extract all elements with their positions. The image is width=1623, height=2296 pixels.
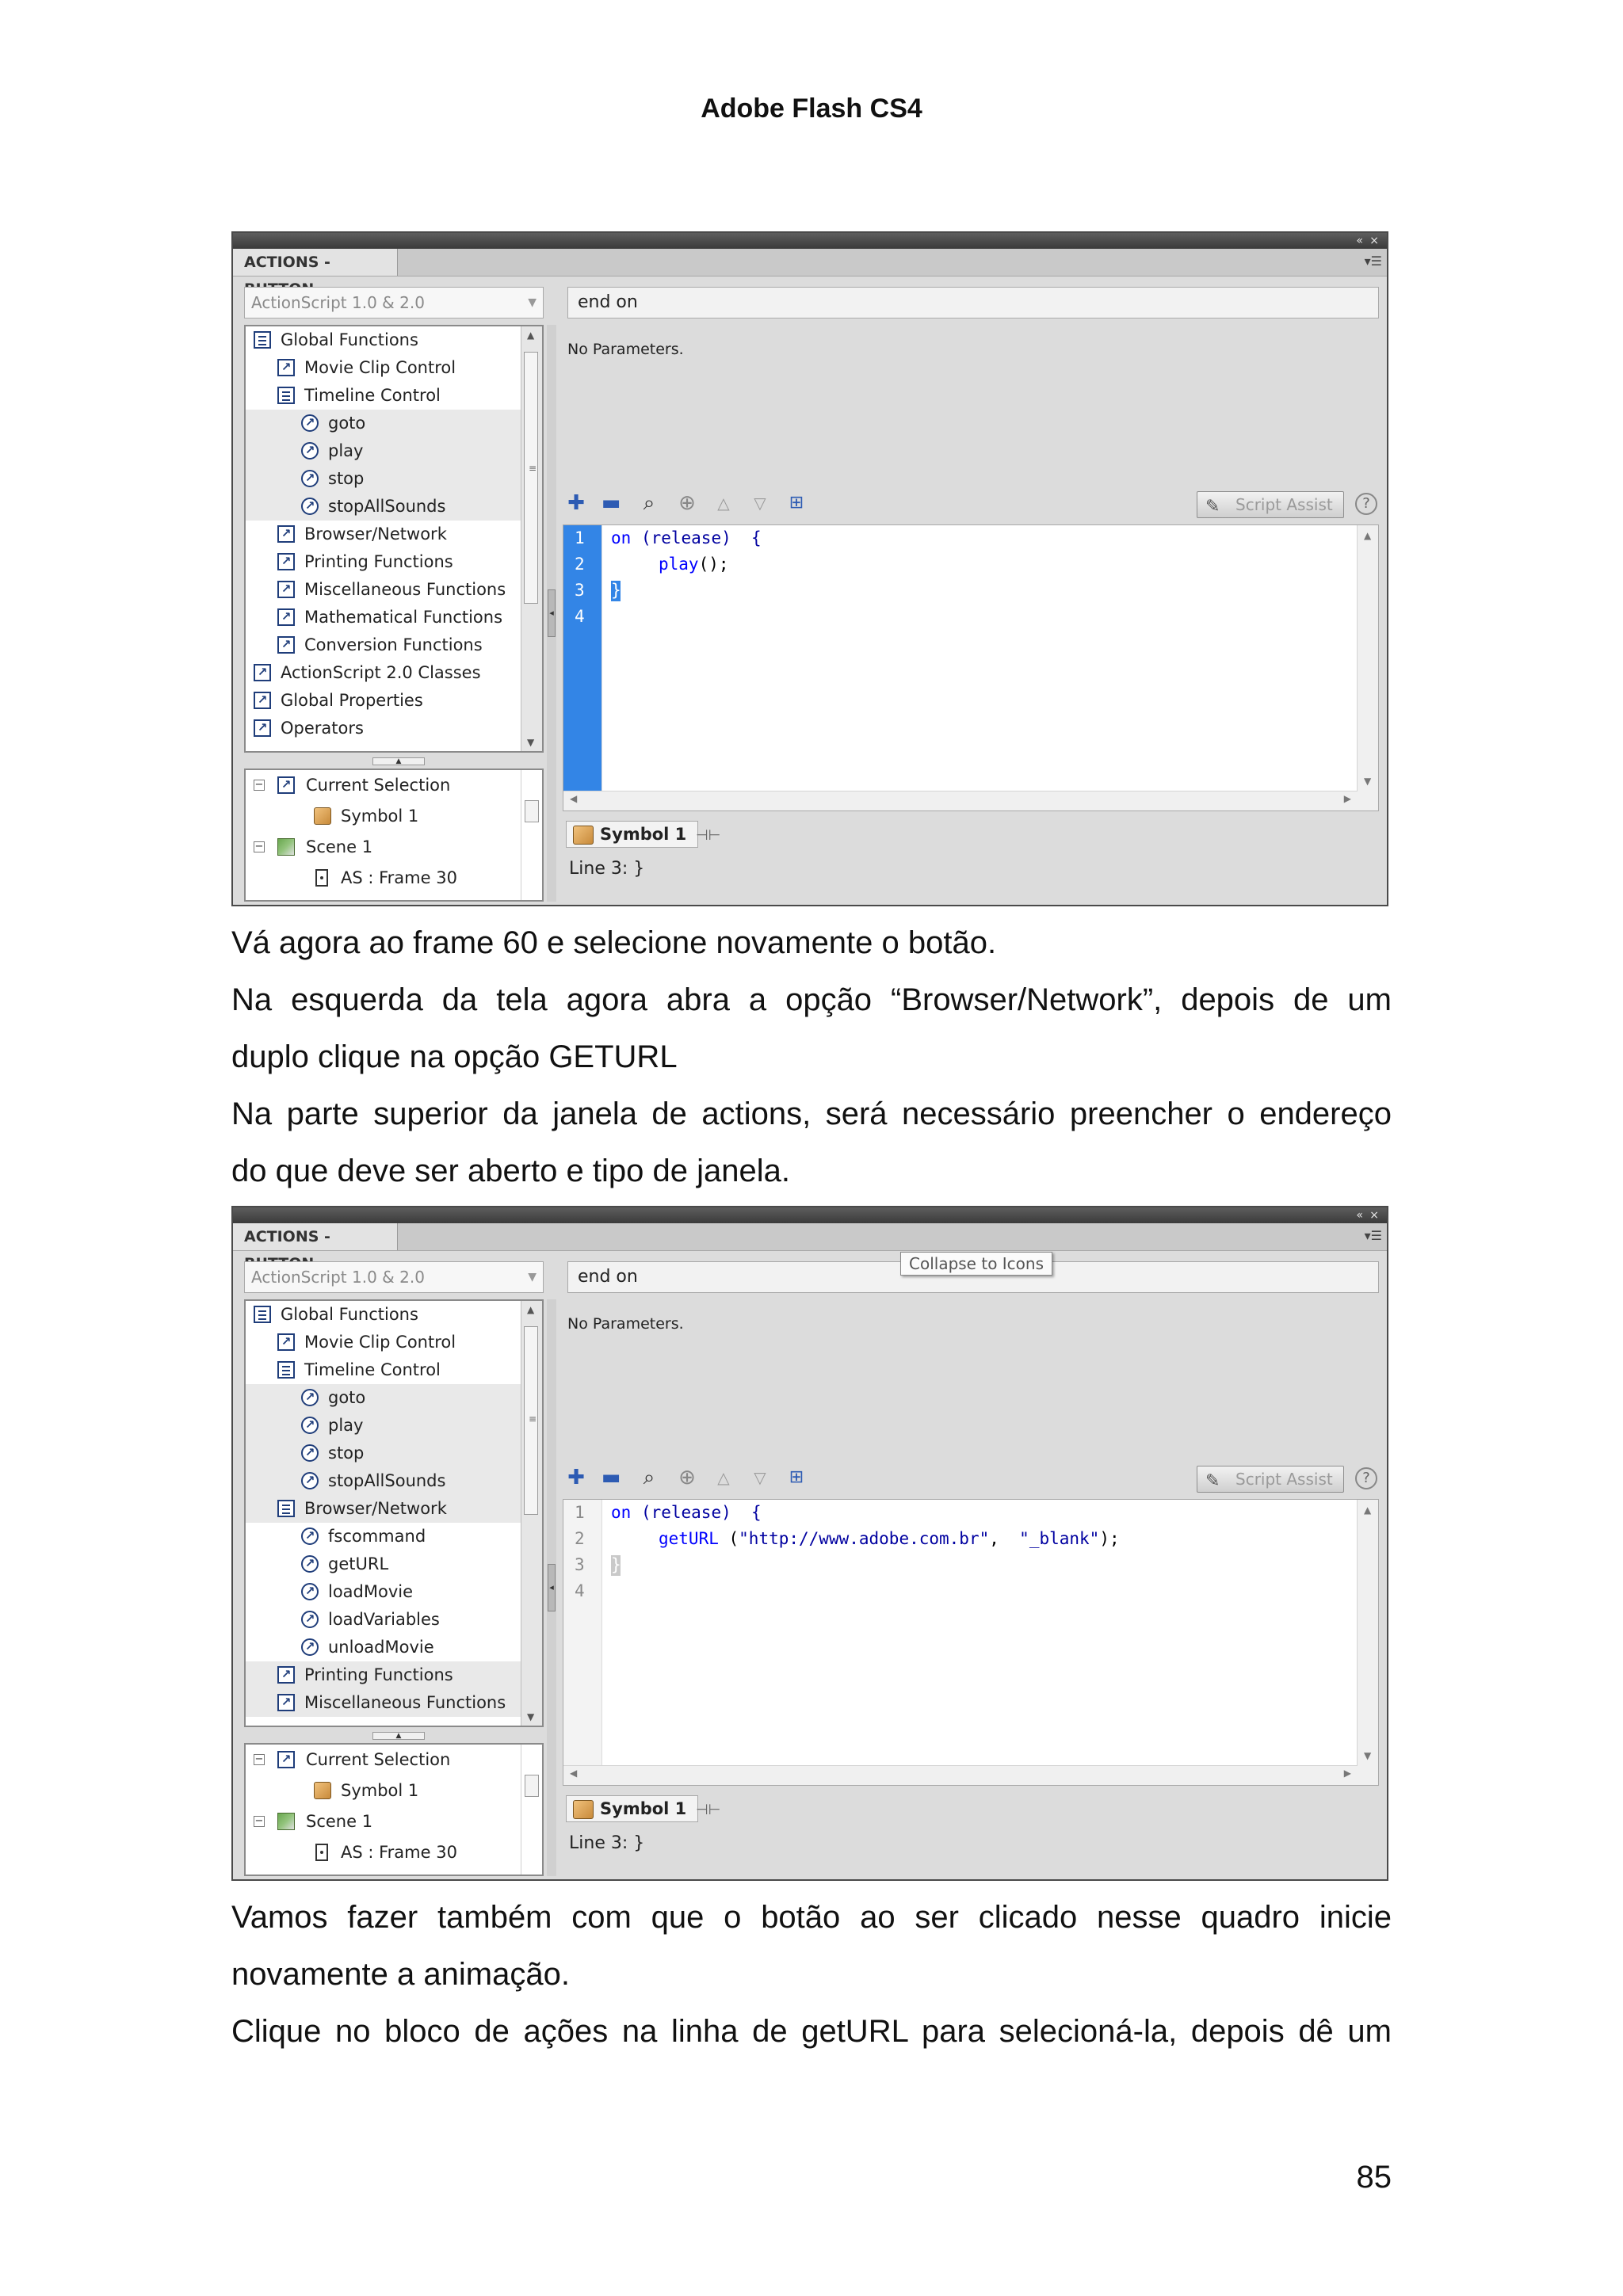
book-arrow-icon: ↗ [277, 1666, 295, 1684]
splitter-handle[interactable]: ◂ [548, 1564, 556, 1611]
scroll-left-icon[interactable]: ◀ [570, 1768, 578, 1779]
nav-current-selection[interactable] [246, 770, 542, 801]
book-icon [277, 387, 295, 404]
tree-item-label: Timeline Control [304, 386, 441, 405]
tree-item-label: Movie Clip Control [304, 1333, 456, 1352]
tree-item-label: Browser/Network [304, 524, 447, 543]
action-icon: ↗ [301, 1472, 319, 1489]
line-number: 4 [575, 1581, 585, 1600]
action-icon: ↗ [301, 470, 319, 487]
tree-item[interactable] [246, 1495, 542, 1523]
tree-item-label: fscommand [328, 1527, 426, 1546]
scene-icon [277, 1813, 295, 1830]
tree-item-label: goto [328, 414, 366, 433]
toolbox-scrollbar[interactable] [521, 326, 542, 751]
action-icon: ↗ [301, 1638, 319, 1656]
collapse-toggle-icon[interactable]: − [254, 841, 264, 852]
action-icon: ↗ [301, 1417, 319, 1434]
word-wrap-icon[interactable]: ⊞ [789, 493, 804, 513]
move-down-icon[interactable]: ▽ [754, 494, 766, 513]
paragraph: Clique no bloco de ações na linha de getURL para selecioná-la, depois dê um [231, 2014, 1392, 2049]
remove-statement-icon[interactable]: ▬ [601, 1466, 621, 1489]
parameters-field[interactable]: end on [567, 1261, 1379, 1293]
nav-frame[interactable] [246, 1837, 542, 1868]
scroll-down-icon[interactable]: ▼ [527, 1711, 535, 1722]
tree-item-label: stopAllSounds [328, 1471, 446, 1490]
tree-item-label: stop [328, 1444, 365, 1463]
code-text: (release) { [631, 1503, 762, 1522]
tree-item-label: play [328, 441, 364, 460]
find-icon[interactable]: ⌕ [643, 1466, 655, 1489]
tree-item[interactable] [246, 1412, 542, 1440]
pane-resize-handle[interactable]: ▲ [372, 1732, 425, 1740]
action-icon: ↗ [301, 1555, 319, 1573]
symbol-tab-label: Symbol 1 [600, 1799, 687, 1818]
action-icon: ↗ [301, 1389, 319, 1406]
tree-item-label: loadVariables [328, 1610, 440, 1629]
frame-script-icon [315, 1844, 328, 1861]
tree-item-label: Printing Functions [304, 552, 453, 571]
find-icon[interactable]: ⌕ [643, 491, 655, 515]
tree-item[interactable] [246, 1606, 542, 1634]
scrollbar-thumb[interactable] [524, 352, 538, 604]
symbol-icon [573, 826, 594, 845]
actions-panel-1 [231, 231, 1388, 906]
panel-menu-icon[interactable]: ▾☰ [1364, 254, 1382, 269]
nav-symbol[interactable] [246, 801, 542, 832]
word-wrap-icon[interactable]: ⊞ [789, 1467, 804, 1487]
actions-toolbox-tree [244, 325, 544, 753]
paragraph: Vá agora ao frame 60 e selecione novamente o botão. [231, 925, 997, 960]
collapse-icon[interactable]: « [1356, 1209, 1363, 1222]
chevron-down-icon: ▼ [528, 1271, 537, 1283]
vertical-splitter[interactable] [547, 1299, 556, 1876]
tree-item-label: Browser/Network [304, 1499, 447, 1518]
chevron-down-icon: ▼ [528, 296, 537, 309]
code-text: (); [698, 555, 729, 574]
move-down-icon[interactable]: ▽ [754, 1468, 766, 1487]
page-number: 85 [1356, 2160, 1392, 2195]
tree-item[interactable] [246, 1440, 542, 1467]
scroll-up-icon[interactable]: ▲ [1364, 530, 1372, 541]
scrollbar-grip-icon: ≡ [529, 463, 537, 474]
collapse-icon[interactable]: « [1356, 235, 1363, 247]
scroll-left-icon[interactable]: ◀ [570, 793, 578, 804]
book-arrow-icon: ↗ [254, 664, 271, 681]
code-line-1 [611, 1503, 762, 1522]
tree-item-label: Global Functions [281, 1305, 418, 1324]
line-number: 1 [575, 528, 585, 547]
script-assist-button[interactable] [1197, 491, 1344, 518]
tree-item-label: Operators [281, 719, 364, 738]
tree-item-label: Miscellaneous Functions [304, 580, 506, 599]
book-arrow-icon: ↗ [277, 608, 295, 626]
tree-item[interactable] [246, 687, 542, 715]
tree-item[interactable] [246, 1578, 542, 1606]
parameters-info: No Parameters. [567, 1315, 684, 1333]
panel-tab-row [233, 1223, 1387, 1251]
book-icon [277, 1500, 295, 1517]
scrollbar-thumb[interactable] [525, 800, 539, 822]
tree-item[interactable] [246, 1301, 542, 1329]
move-up-icon[interactable]: △ [717, 494, 730, 513]
nav-symbol[interactable] [246, 1775, 542, 1806]
body-text-1 [231, 914, 1392, 1199]
action-icon: ↗ [301, 1611, 319, 1628]
tree-item[interactable] [246, 326, 542, 354]
parameters-info: No Parameters. [567, 341, 684, 358]
line-number: 3 [575, 1555, 585, 1574]
tree-item[interactable] [246, 1523, 542, 1550]
tree-item[interactable] [246, 493, 542, 521]
tree-item[interactable] [246, 1384, 542, 1412]
scene-icon [277, 838, 295, 856]
remove-statement-icon[interactable]: ▬ [601, 491, 621, 515]
tree-item[interactable] [246, 437, 542, 465]
scroll-down-icon[interactable]: ▼ [527, 737, 535, 748]
symbol-tab[interactable] [566, 1795, 698, 1822]
book-arrow-icon: ↗ [277, 1333, 295, 1351]
editor-horizontal-scrollbar[interactable] [563, 791, 1358, 810]
script-assist-button[interactable] [1197, 1466, 1344, 1493]
code-text: ( [718, 1529, 739, 1548]
close-icon[interactable]: × [1369, 235, 1379, 247]
action-icon: ↗ [301, 1583, 319, 1600]
editor-vertical-scrollbar[interactable] [1357, 1500, 1378, 1785]
script-editor[interactable] [563, 1499, 1379, 1786]
panel-titlebar [233, 233, 1387, 249]
tree-item-label: Movie Clip Control [304, 358, 456, 377]
book-arrow-icon: ↗ [277, 1694, 295, 1711]
vertical-splitter[interactable] [547, 325, 556, 902]
book-icon [254, 331, 271, 349]
tree-item[interactable] [246, 1356, 542, 1384]
code-keyword: on [611, 1503, 632, 1522]
editor-vertical-scrollbar[interactable] [1357, 525, 1378, 810]
action-icon: ↗ [301, 1527, 319, 1545]
line-number: 2 [575, 1529, 585, 1548]
scroll-down-icon[interactable]: ▼ [1364, 776, 1372, 787]
version-select-value: ActionScript 1.0 & 2.0 [251, 293, 425, 312]
tree-item-label: ActionScript 2.0 Classes [281, 663, 481, 682]
book-arrow-icon: ↗ [254, 692, 271, 709]
actionscript-version-select[interactable] [244, 1261, 544, 1293]
paragraph: Na parte superior da janela de actions, será necessário preencher o endereço [231, 1097, 1392, 1131]
book-arrow-icon: ↗ [277, 553, 295, 570]
body-text-2 [231, 1889, 1392, 2060]
book-arrow-icon: ↗ [277, 359, 295, 376]
paragraph: do que deve ser aberto e tipo de janela. [231, 1154, 790, 1188]
book-arrow-icon: ↗ [277, 1751, 295, 1768]
move-up-icon[interactable]: △ [717, 1468, 730, 1487]
page-header: Adobe Flash CS4 [701, 93, 922, 124]
add-statement-icon[interactable]: ✚ [567, 1466, 585, 1489]
panel-tab-actions[interactable]: ACTIONS - [233, 1223, 398, 1250]
line-number: 1 [575, 1503, 585, 1522]
code-function: getURL [659, 1529, 719, 1548]
code-text: , [989, 1529, 1020, 1548]
tree-item[interactable] [246, 521, 542, 548]
parameters-field[interactable]: end on [567, 287, 1379, 318]
paragraph: Vamos fazer também com que o botão ao ser clicado nesse quadro inicie [231, 1900, 1392, 1935]
code-text: ); [1099, 1529, 1120, 1548]
nav-label: AS : Frame 30 [341, 1843, 457, 1862]
action-icon: ↗ [301, 498, 319, 515]
navigator-scrollbar[interactable] [521, 770, 542, 900]
tree-item[interactable] [246, 382, 542, 410]
navigator-scrollbar[interactable] [521, 1745, 542, 1875]
tree-item[interactable] [246, 548, 542, 576]
tree-item[interactable] [246, 465, 542, 493]
tree-item-label: Miscellaneous Functions [304, 1693, 506, 1712]
panel-titlebar [233, 1207, 1387, 1223]
close-icon[interactable]: × [1369, 1209, 1379, 1222]
tree-item-label: goto [328, 1388, 366, 1407]
scroll-right-icon[interactable]: ▶ [1343, 1768, 1351, 1779]
code-text: (release) { [631, 528, 762, 547]
nav-label: Scene 1 [306, 837, 373, 856]
nav-label: Symbol 1 [341, 807, 419, 826]
editor-horizontal-scrollbar[interactable] [563, 1765, 1358, 1785]
panel-tab-actions[interactable]: ACTIONS - [233, 249, 398, 276]
status-line: Line 3: } [569, 1833, 645, 1853]
collapse-toggle-icon[interactable]: − [254, 779, 264, 791]
symbol-icon [573, 1800, 594, 1819]
tree-item[interactable] [246, 631, 542, 659]
nav-label: Current Selection [306, 1750, 451, 1769]
pane-resize-handle[interactable]: ▲ [372, 757, 425, 765]
actions-panel-2 [231, 1206, 1388, 1881]
book-arrow-icon: ↗ [277, 636, 295, 654]
tree-item-label: getURL [328, 1554, 389, 1573]
line-number: 4 [575, 607, 585, 626]
tree-item-label: Global Functions [281, 330, 418, 349]
code-keyword: on [611, 528, 632, 547]
nav-label: Symbol 1 [341, 1781, 419, 1800]
tree-item[interactable] [246, 604, 542, 631]
toolbox-scrollbar[interactable] [521, 1301, 542, 1726]
tree-item[interactable] [246, 1467, 542, 1495]
scrollbar-thumb[interactable] [525, 1775, 539, 1797]
script-assist-label: Script Assist [1235, 495, 1333, 514]
pin-script-icon[interactable]: ⊣⊢ [696, 827, 721, 844]
tree-item-label: unloadMovie [328, 1638, 434, 1657]
script-navigator [244, 1743, 544, 1876]
book-arrow-icon: ↗ [277, 776, 295, 794]
nav-label: Current Selection [306, 776, 451, 795]
script-assist-label: Script Assist [1235, 1470, 1333, 1489]
tree-item[interactable] [246, 410, 542, 437]
nav-label: AS : Frame 30 [341, 868, 457, 887]
nav-frame[interactable] [246, 863, 542, 894]
tree-item[interactable] [246, 354, 542, 382]
pin-script-icon[interactable]: ⊣⊢ [696, 1802, 721, 1818]
line-number: 3 [575, 581, 585, 600]
tree-item-label: play [328, 1416, 364, 1435]
book-icon [277, 1361, 295, 1379]
tree-item[interactable] [246, 1329, 542, 1356]
code-function: play [659, 555, 699, 574]
line-number-gutter [563, 525, 602, 810]
scroll-right-icon[interactable]: ▶ [1343, 793, 1351, 804]
code-line-3 [611, 581, 621, 601]
code-closing-brace: } [611, 1555, 621, 1574]
book-arrow-icon: ↗ [277, 525, 295, 543]
book-arrow-icon: ↗ [254, 719, 271, 737]
tree-item-label: stopAllSounds [328, 497, 446, 516]
code-string: "_blank" [1019, 1529, 1100, 1548]
scroll-up-icon[interactable]: ▲ [527, 1304, 535, 1315]
symbol-tab[interactable] [566, 821, 698, 848]
paragraph: novamente a animação. [231, 1957, 570, 1992]
collapse-toggle-icon[interactable]: − [254, 1753, 264, 1765]
scrollbar-grip-icon: ≡ [529, 1413, 537, 1425]
insert-target-path-icon[interactable]: ⊕ [678, 491, 696, 515]
tree-item[interactable] [246, 659, 542, 687]
magic-wand-icon: ✎ [1205, 1471, 1220, 1491]
help-icon[interactable]: ? [1355, 493, 1377, 515]
tree-item-label: stop [328, 469, 365, 488]
tree-item-label: Printing Functions [304, 1665, 453, 1684]
tree-item-label: Mathematical Functions [304, 608, 503, 627]
action-icon: ↗ [301, 1444, 319, 1462]
frame-script-icon [315, 869, 328, 887]
symbol-tab-label: Symbol 1 [600, 825, 687, 844]
line-number: 2 [575, 555, 585, 574]
scroll-down-icon[interactable]: ▼ [1364, 1750, 1372, 1761]
splitter-handle[interactable]: ◂ [548, 589, 556, 637]
tree-item[interactable] [246, 1634, 542, 1661]
tree-item[interactable] [246, 576, 542, 604]
magic-wand-icon: ✎ [1205, 497, 1220, 517]
tree-item-label: Timeline Control [304, 1360, 441, 1379]
book-icon [254, 1306, 271, 1323]
script-navigator [244, 769, 544, 902]
script-editor[interactable] [563, 524, 1379, 811]
action-icon: ↗ [301, 414, 319, 432]
book-arrow-icon: ↗ [277, 581, 295, 598]
tree-item-label: loadMovie [328, 1582, 414, 1601]
nav-current-selection[interactable] [246, 1745, 542, 1775]
nav-label: Scene 1 [306, 1812, 373, 1831]
nav-scene[interactable] [246, 1806, 542, 1837]
actions-toolbox-tree [244, 1299, 544, 1727]
collapse-tooltip: Collapse to Icons [900, 1252, 1052, 1276]
tree-item[interactable] [246, 1661, 542, 1689]
panel-tab-row [233, 249, 1387, 277]
scroll-up-icon[interactable]: ▲ [527, 330, 535, 341]
panel-menu-icon[interactable]: ▾☰ [1364, 1228, 1382, 1243]
paragraph: duplo clique na opção GETURL [231, 1039, 678, 1074]
tree-item-label: Global Properties [281, 691, 423, 710]
symbol-icon [314, 1782, 331, 1799]
code-string: "http://www.adobe.com.br" [739, 1529, 990, 1548]
scroll-up-icon[interactable]: ▲ [1364, 1505, 1372, 1516]
version-select-value: ActionScript 1.0 & 2.0 [251, 1268, 425, 1287]
help-icon[interactable]: ? [1355, 1467, 1377, 1489]
status-line: Line 3: } [569, 859, 645, 879]
line-number-gutter [563, 1500, 602, 1785]
add-statement-icon[interactable]: ✚ [567, 491, 585, 515]
actionscript-version-select[interactable] [244, 287, 544, 318]
code-line-2 [659, 1529, 1120, 1548]
insert-target-path-icon[interactable]: ⊕ [678, 1466, 696, 1489]
tree-item[interactable] [246, 1689, 542, 1717]
collapse-toggle-icon[interactable]: − [254, 1815, 264, 1827]
tree-item[interactable] [246, 715, 542, 742]
code-line-1 [611, 528, 762, 547]
code-line-3 [611, 1555, 621, 1576]
code-line-2 [659, 555, 729, 574]
tree-item-label: Conversion Functions [304, 635, 483, 654]
symbol-icon [314, 807, 331, 825]
action-icon: ↗ [301, 442, 319, 460]
nav-scene[interactable] [246, 832, 542, 863]
paragraph: Na esquerda da tela agora abra a opção “Browser/Network”, depois de um [231, 982, 1392, 1017]
code-closing-brace: } [611, 581, 621, 600]
tree-item[interactable] [246, 1550, 542, 1578]
